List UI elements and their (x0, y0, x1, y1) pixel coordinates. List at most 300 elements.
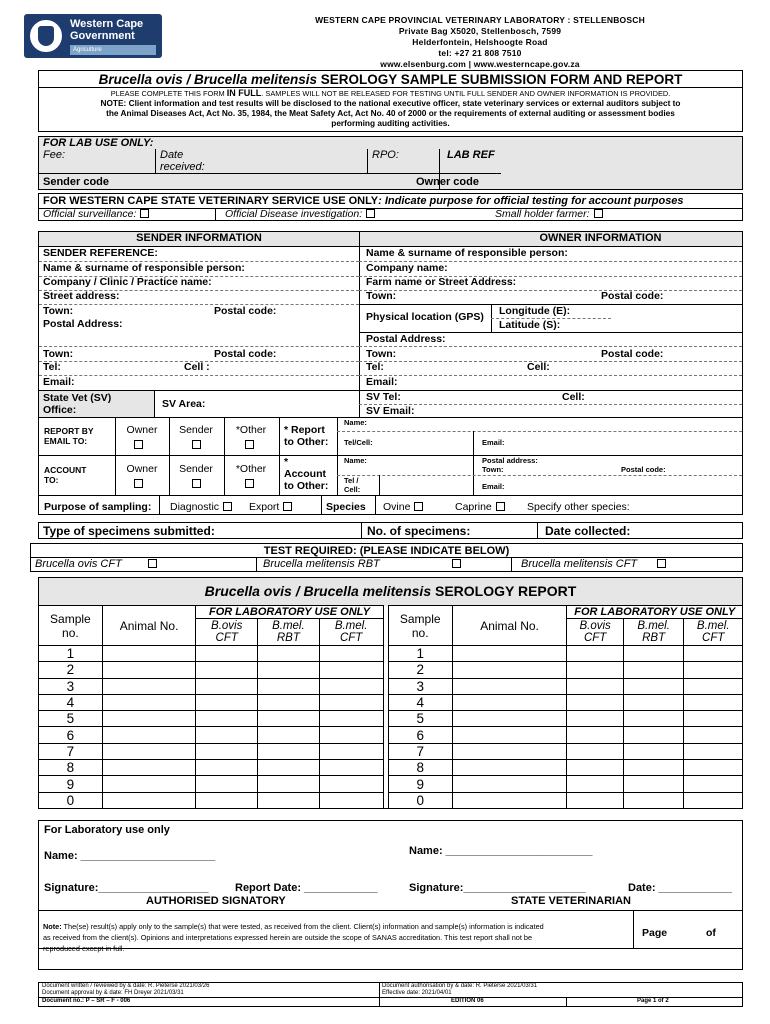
left-sample-no: 0 (39, 792, 103, 808)
state-vet-box (38, 193, 743, 221)
lab-signature-field[interactable]: Signature:__________________ (44, 882, 209, 894)
note-line1: NOTE: Client information and test results will be disclosed to the national executive officer, state veterinary services or external auditors subject to (100, 98, 681, 108)
title-box (38, 70, 743, 132)
owner-heading: OWNER INFORMATION (539, 232, 662, 244)
title-rest: SEROLOGY SAMPLE SUBMISSION FORM AND REPORT (317, 72, 683, 87)
coat-of-arms-icon (28, 18, 64, 54)
left-bovis-cell[interactable] (196, 662, 258, 678)
sender-reference[interactable]: SENDER REFERENCE: (43, 247, 158, 259)
left-sample-no: 7 (39, 743, 103, 759)
small-holder-checkbox[interactable] (594, 209, 603, 218)
right-bmel-cft-cell[interactable] (684, 662, 743, 678)
report-to-other-1: * Report (284, 424, 325, 436)
diagnostic-label: Diagnostic (170, 501, 220, 513)
account-other-checkbox[interactable] (245, 479, 254, 488)
left-animal-no[interactable] (102, 727, 196, 743)
left-bmel-rbt-cell[interactable] (258, 727, 320, 743)
vet-signature-field[interactable]: Signature:____________________ (409, 882, 586, 894)
left-bmel-cft-cell[interactable] (319, 727, 383, 743)
right-sample-2: no. (411, 625, 429, 640)
right-bmel-rbt-cell[interactable] (623, 711, 684, 727)
right-animal-no[interactable] (452, 711, 567, 727)
right-bmel-rbt-header (623, 619, 684, 646)
caprine-label: Caprine (455, 501, 492, 513)
right-bovis-header (567, 619, 623, 646)
footer-authorisation: Document authorisation by & date: R. Pieterse 2021/03/31 (382, 983, 538, 989)
right-bmel-rbt-cell[interactable] (623, 646, 684, 662)
specimens-type[interactable]: Type of specimens submitted: (43, 524, 215, 538)
left-bovis-cell[interactable] (196, 711, 258, 727)
right-sample-no: 5 (388, 711, 452, 727)
sender-code-label: Sender code (43, 176, 110, 188)
ovine-label: Ovine (383, 501, 411, 513)
instruction (39, 88, 742, 98)
right-bmel-cft-cell[interactable] (684, 760, 743, 776)
date-received-label2: received: (160, 161, 205, 173)
vet-date-field[interactable]: Date: ____________ (628, 882, 732, 894)
left-animal-no[interactable] (102, 711, 196, 727)
account-sender-checkbox[interactable] (192, 479, 201, 488)
right-animal-no[interactable] (452, 694, 567, 710)
owner-postal-address[interactable]: Postal Address: (366, 333, 446, 345)
report-row (39, 776, 743, 792)
sender-town2[interactable]: Town: (43, 348, 74, 360)
left-animal-no[interactable] (102, 776, 196, 792)
report-other-email[interactable]: Email: (482, 438, 505, 447)
test-mel-cft (521, 558, 666, 570)
form-title (39, 72, 742, 87)
ovis-cft-label: Brucella ovis CFT (35, 558, 122, 570)
owner-company[interactable]: Company name: (366, 262, 448, 274)
left-bmel-rbt-cell[interactable] (258, 678, 320, 694)
right-bmel-rbt-1: B.mel. (637, 620, 670, 632)
left-bmel-rbt-cell[interactable] (258, 776, 320, 792)
left-bmel-cft-cell[interactable] (319, 743, 383, 759)
logo-line1: Western Cape (70, 18, 144, 30)
left-bovis-cell[interactable] (196, 694, 258, 710)
left-sample-no: 4 (39, 694, 103, 710)
report-sender-checkbox[interactable] (192, 440, 201, 449)
owner-tel[interactable]: Tel: (366, 361, 384, 373)
lab-use-heading: FOR LAB USE ONLY: (43, 137, 154, 149)
left-bmel-cft-cell[interactable] (319, 694, 383, 710)
lab-web: www.elsenburg.com | www.westerncape.gov.za (380, 59, 580, 69)
report-row (39, 662, 743, 678)
report-to-other (284, 424, 328, 448)
report-owner-label: Owner (126, 424, 158, 436)
right-bmel-rbt-cell[interactable] (623, 678, 684, 694)
left-bmel-rbt-header (258, 619, 320, 646)
lab-address (270, 15, 690, 70)
left-bovis-header (196, 619, 258, 646)
right-bmel-cft-2: CFT (702, 632, 725, 644)
left-bmel-rbt-2: RBT (276, 632, 300, 644)
report-other-tel[interactable]: Tel/Cell: (344, 438, 373, 447)
instruction-bold: IN FULL (226, 88, 262, 98)
left-bovis-cell[interactable] (196, 678, 258, 694)
left-sample-no: 6 (39, 727, 103, 743)
lab-name: WESTERN CAPE PROVINCIAL VETERINARY LABORATORY : STELLENBOSCH (315, 15, 645, 25)
signoff-note-line2: as received from the client(s). Opinions and interpretations expressed herein are outside the scope of SANAS accreditation. This test report shall not be (43, 933, 533, 942)
sender-street[interactable]: Street address: (43, 290, 120, 302)
sender-owner-box (38, 231, 743, 515)
right-bmel-cft-1: B.mel. (696, 620, 730, 632)
right-bmel-rbt-cell[interactable] (623, 727, 684, 743)
left-bmel-cft-1: B.mel. (334, 620, 368, 632)
account-owner-label: Owner (126, 463, 158, 475)
date-collected[interactable]: Date collected: (545, 524, 631, 538)
footer-doc-no: Document no.: P – SR – F - 006 (42, 998, 131, 1004)
left-animal-no[interactable] (102, 678, 196, 694)
purpose-diagnostic (170, 501, 232, 513)
official-surveillance-label: Official surveillance: (43, 208, 137, 220)
left-bmel-cft-header (319, 619, 383, 646)
left-bmel-cft-cell[interactable] (319, 776, 383, 792)
right-bovis-cell[interactable] (567, 743, 623, 759)
sender-responsible[interactable]: Name & surname of responsible person: (43, 262, 245, 274)
left-bmel-rbt-cell[interactable] (258, 694, 320, 710)
report-other-name[interactable]: Name: (344, 418, 367, 427)
left-bovis-1: B.ovis (211, 620, 243, 632)
signoff-note-bold: Note: (43, 922, 62, 931)
vet-name-field[interactable]: Name: ________________________ (409, 845, 593, 857)
account-to-2: TO: (44, 475, 59, 485)
left-bovis-cell[interactable] (196, 760, 258, 776)
left-animal-no[interactable] (102, 694, 196, 710)
left-lab-use-header: FOR LABORATORY USE ONLY (196, 606, 383, 619)
right-animal-no[interactable] (452, 792, 567, 808)
right-bovis-cell[interactable] (567, 694, 623, 710)
mel-rbt-checkbox[interactable] (452, 559, 461, 568)
report-other-checkbox[interactable] (245, 440, 254, 449)
right-bmel-rbt-cell[interactable] (623, 760, 684, 776)
test-mel-rbt (263, 558, 461, 570)
report-title-italic: Brucella ovis / Brucella melitensis (204, 583, 432, 599)
sv-email[interactable]: SV Email: (366, 405, 415, 417)
owner-responsible[interactable]: Name & surname of responsible person: (366, 247, 568, 259)
specimens-box (38, 522, 743, 539)
account-town[interactable]: Town: (482, 465, 504, 474)
left-bmel-rbt-cell[interactable] (258, 760, 320, 776)
state-vet-heading-main: FOR WESTERN CAPE STATE VETERINARY SERVICE USE ONLY (43, 195, 379, 207)
left-sample-no: 3 (39, 678, 103, 694)
lab-name-field[interactable]: Name: ______________________ (44, 850, 216, 862)
ovine-checkbox[interactable] (414, 502, 423, 511)
left-bmel-rbt-cell[interactable] (258, 792, 320, 808)
right-bmel-rbt-cell[interactable] (623, 694, 684, 710)
disclosure-note (39, 98, 742, 128)
instruction-pre: PLEASE COMPLETE THIS FORM (110, 89, 227, 98)
right-bovis-cell[interactable] (567, 776, 623, 792)
left-animal-header: Animal No. (102, 606, 196, 646)
account-to-label (44, 465, 87, 485)
sender-postal-address[interactable]: Postal Address: (43, 318, 123, 330)
ovis-cft-checkbox[interactable] (148, 559, 157, 568)
left-bmel-rbt-1: B.mel. (272, 620, 305, 632)
report-row (39, 646, 743, 662)
account-to-other-3: to Other: (284, 480, 329, 492)
right-animal-header: Animal No. (452, 606, 567, 646)
owner-town[interactable]: Town: (366, 290, 397, 302)
left-bmel-cft-cell[interactable] (319, 678, 383, 694)
right-animal-no[interactable] (452, 727, 567, 743)
note-line2: the Animal Diseases Act, Act No. 35, 1984, the Meat Safety Act, Act No. 40 of 2000 or the requirements of external auditing or assessment bodies (106, 108, 675, 118)
signoff-box (38, 820, 743, 970)
sender-postal-code[interactable]: Postal code: (214, 305, 277, 317)
left-bmel-cft-cell[interactable] (319, 662, 383, 678)
official-disease-checkbox[interactable] (366, 209, 375, 218)
account-other-label: *Other (235, 463, 267, 475)
sv-cell[interactable]: Cell: (562, 391, 585, 403)
diagnostic-checkbox[interactable] (223, 502, 232, 511)
left-bovis-2: CFT (215, 632, 238, 644)
report-other-label: *Other (235, 424, 267, 436)
left-bovis-cell[interactable] (196, 727, 258, 743)
state-vet-heading (43, 195, 684, 207)
right-bmel-rbt-cell[interactable] (623, 743, 684, 759)
right-bmel-cft-cell[interactable] (684, 743, 743, 759)
left-sample-no: 1 (39, 646, 103, 662)
left-animal-no[interactable] (102, 646, 196, 662)
left-bmel-cft-cell[interactable] (319, 760, 383, 776)
signoff-note (43, 921, 544, 954)
official-surveillance-checkbox[interactable] (140, 209, 149, 218)
signoff-page: Page (642, 927, 668, 939)
report-owner-checkbox[interactable] (134, 440, 143, 449)
signoff-heading: For Laboratory use only (44, 824, 170, 836)
right-sample-no: 1 (388, 646, 452, 662)
state-veterinarian: STATE VETERINARIAN (511, 895, 631, 907)
species-label: Species (326, 501, 366, 513)
owner-code-label: Owner code (416, 176, 479, 188)
export-checkbox[interactable] (283, 502, 292, 511)
left-bovis-cell[interactable] (196, 792, 258, 808)
left-bmel-rbt-cell[interactable] (258, 743, 320, 759)
caprine-checkbox[interactable] (496, 502, 505, 511)
official-disease-label: Official Disease investigation: (225, 208, 363, 220)
right-lab-use-header: FOR LABORATORY USE ONLY (567, 606, 743, 619)
right-sample-header (388, 606, 452, 646)
left-sample-no: 5 (39, 711, 103, 727)
right-bovis-cell[interactable] (567, 662, 623, 678)
account-to-other-2: Account (284, 468, 326, 480)
logo-line2: Government (70, 30, 135, 42)
report-title-rest: SEROLOGY REPORT (431, 583, 577, 599)
small-holder-label: Small holder farmer: (495, 208, 590, 220)
purpose-export (249, 501, 292, 513)
doc-footer (38, 982, 743, 1007)
species-caprine (455, 501, 505, 513)
account-sender-label: Sender (179, 463, 213, 475)
right-sample-no: 8 (388, 760, 452, 776)
note-line3: performing auditing activities. (331, 118, 450, 128)
account-postal-code[interactable]: Postal code: (621, 465, 666, 474)
right-bmel-rbt-cell[interactable] (623, 776, 684, 792)
owner-town2[interactable]: Town: (366, 348, 397, 360)
right-bmel-cft-cell[interactable] (684, 776, 743, 792)
report-date-field[interactable]: Report Date: ____________ (235, 882, 378, 894)
report-row (39, 727, 743, 743)
right-sample-no: 9 (388, 776, 452, 792)
official-disease (225, 208, 375, 220)
right-sample-1: Sample (399, 611, 441, 626)
owner-gps: Physical location (GPS) (366, 311, 484, 323)
footer-approval: Document approval by & date: FH Dreyer 2021/03/31 (42, 990, 184, 996)
left-sample-2: no. (62, 625, 79, 640)
report-by-2: EMAIL TO: (44, 436, 88, 446)
report-row (39, 694, 743, 710)
account-to-1: ACCOUNT (44, 465, 87, 475)
footer-page: Page 1 of 2 (637, 998, 669, 1004)
owner-email[interactable]: Email: (366, 376, 398, 388)
right-bovis-cell[interactable] (567, 711, 623, 727)
right-animal-no[interactable] (452, 776, 567, 792)
sv-tel[interactable]: SV Tel: (366, 391, 401, 403)
owner-longitude[interactable]: Longitude (E): (499, 305, 571, 317)
right-bovis-cell[interactable] (567, 760, 623, 776)
left-bmel-cft-2: CFT (339, 632, 363, 644)
account-tel[interactable] (344, 476, 360, 494)
lab-use-box (38, 136, 743, 190)
right-bmel-cft-cell[interactable] (684, 694, 743, 710)
right-bmel-rbt-cell[interactable] (623, 792, 684, 808)
owner-cell[interactable]: Cell: (527, 361, 550, 373)
report-by-label (44, 426, 94, 446)
right-animal-no[interactable] (452, 662, 567, 678)
address-line1: Private Bag X5020, Stellenbosch, 7599 (398, 26, 562, 36)
sender-company[interactable]: Company / Clinic / Practice name: (43, 276, 212, 288)
right-bmel-cft-header (684, 619, 743, 646)
left-sample-1: Sample (50, 611, 91, 626)
state-vet-heading-italic: : Indicate purpose for official testing for account purposes (378, 195, 684, 207)
right-bovis-1: B.ovis (579, 620, 611, 632)
sender-town[interactable]: Town: (43, 305, 74, 317)
left-sample-header (39, 606, 103, 646)
right-sample-no: 6 (388, 727, 452, 743)
test-ovis-cft (35, 558, 157, 570)
sv-area[interactable]: SV Area: (162, 398, 206, 410)
right-bmel-cft-cell[interactable] (684, 678, 743, 694)
state-vet-office (43, 392, 111, 416)
left-bmel-rbt-cell[interactable] (258, 646, 320, 662)
right-animal-no[interactable] (452, 646, 567, 662)
signoff-note-line3: reproduced except in full. (43, 944, 125, 953)
right-animal-no[interactable] (452, 760, 567, 776)
mel-cft-label: Brucella melitensis CFT (521, 558, 638, 570)
owner-postal-code[interactable]: Postal code: (601, 290, 664, 302)
owner-latitude[interactable]: Latitude (S): (499, 319, 561, 331)
specimens-number[interactable]: No. of specimens: (367, 524, 471, 538)
right-bmel-rbt-2: RBT (642, 632, 666, 644)
right-bmel-rbt-cell[interactable] (623, 662, 684, 678)
official-surveillance (43, 208, 149, 220)
sender-cell[interactable]: Cell : (184, 361, 210, 373)
sender-email[interactable]: Email: (43, 376, 75, 388)
species-ovine (383, 501, 423, 513)
tests-box (30, 543, 743, 572)
left-bmel-cft-cell[interactable] (319, 711, 383, 727)
right-sample-no: 3 (388, 678, 452, 694)
footer-effective: Effective date: 2021/04/01 (382, 990, 452, 996)
left-sample-no: 9 (39, 776, 103, 792)
left-animal-no[interactable] (102, 662, 196, 678)
account-other-name[interactable]: Name: (344, 456, 367, 465)
other-species[interactable]: Specify other species: (527, 501, 630, 513)
left-bmel-cft-cell[interactable] (319, 646, 383, 662)
left-sample-no: 8 (39, 760, 103, 776)
left-bovis-cell[interactable] (196, 646, 258, 662)
right-bmel-cft-cell[interactable] (684, 727, 743, 743)
right-bovis-cell[interactable] (567, 646, 623, 662)
account-to-other-1: * (284, 456, 289, 468)
right-bmel-cft-cell[interactable] (684, 792, 743, 808)
account-postal-address[interactable]: Postal address: (482, 456, 538, 465)
left-animal-no[interactable] (102, 792, 196, 808)
logo-sub: Agriculture (70, 45, 156, 55)
left-bmel-rbt-cell[interactable] (258, 711, 320, 727)
right-bovis-cell[interactable] (567, 727, 623, 743)
export-label: Export (249, 501, 280, 513)
right-animal-no[interactable] (452, 743, 567, 759)
right-sample-no: 0 (388, 792, 452, 808)
report-row (39, 760, 743, 776)
account-owner-checkbox[interactable] (134, 479, 143, 488)
tests-heading: TEST REQUIRED: (PLEASE INDICATE BELOW) (263, 545, 510, 557)
account-email[interactable]: Email: (482, 482, 505, 491)
sender-postal-code2[interactable]: Postal code: (214, 348, 277, 360)
mel-rbt-label: Brucella melitensis RBT (263, 558, 380, 570)
fee-label: Fee: (43, 149, 66, 161)
report-title (39, 583, 742, 599)
report-to-other-2: to Other: (284, 436, 329, 448)
left-bovis-cell[interactable] (196, 743, 258, 759)
footer-edition: EDITION 06 (451, 998, 484, 1004)
state-vet-office-1: State Vet (SV) (43, 392, 112, 404)
state-vet-office-2: Office: (43, 404, 77, 416)
account-tel-1: Tel / (344, 476, 359, 485)
lab-tel: tel: +27 21 808 7510 (438, 48, 522, 58)
sender-tel[interactable]: Tel: (43, 361, 61, 373)
left-bovis-cell[interactable] (196, 776, 258, 792)
title-italic: Brucella ovis / Brucella melitensis (98, 72, 318, 87)
left-animal-no[interactable] (102, 760, 196, 776)
left-animal-no[interactable] (102, 743, 196, 759)
rpo-label: RPO: (372, 149, 399, 161)
sender-heading: SENDER INFORMATION (136, 232, 262, 244)
mel-cft-checkbox[interactable] (657, 559, 666, 568)
report-sender-label: Sender (179, 424, 213, 436)
instruction-post: . SAMPLES WILL NOT BE RELEASED FOR TESTING UNTIL FULL SENDER AND OWNER INFORMATION IS PROVIDED. (261, 89, 671, 98)
left-bmel-rbt-cell[interactable] (258, 662, 320, 678)
right-sample-no: 7 (388, 743, 452, 759)
right-animal-no[interactable] (452, 678, 567, 694)
right-bmel-cft-cell[interactable] (684, 646, 743, 662)
address-line2: Helderfontein, Helshoogte Road (412, 37, 548, 47)
signoff-of: of (706, 927, 716, 939)
purpose-label: Purpose of sampling: (44, 501, 152, 513)
left-bmel-cft-cell[interactable] (319, 792, 383, 808)
footer-written: Document written / reviewed by & date: R. Pieterse 2021/03/26 (42, 983, 210, 989)
right-sample-no: 4 (388, 694, 452, 710)
right-bmel-cft-cell[interactable] (684, 711, 743, 727)
report-row (39, 792, 743, 808)
account-tel-2: Cell: (344, 485, 361, 494)
owner-postal-code2[interactable]: Postal code: (601, 348, 664, 360)
owner-farm[interactable]: Farm name or Street Address: (366, 276, 517, 288)
lab-ref-label: LAB REF (447, 149, 495, 161)
right-bovis-cell[interactable] (567, 792, 623, 808)
right-bovis-cell[interactable] (567, 678, 623, 694)
